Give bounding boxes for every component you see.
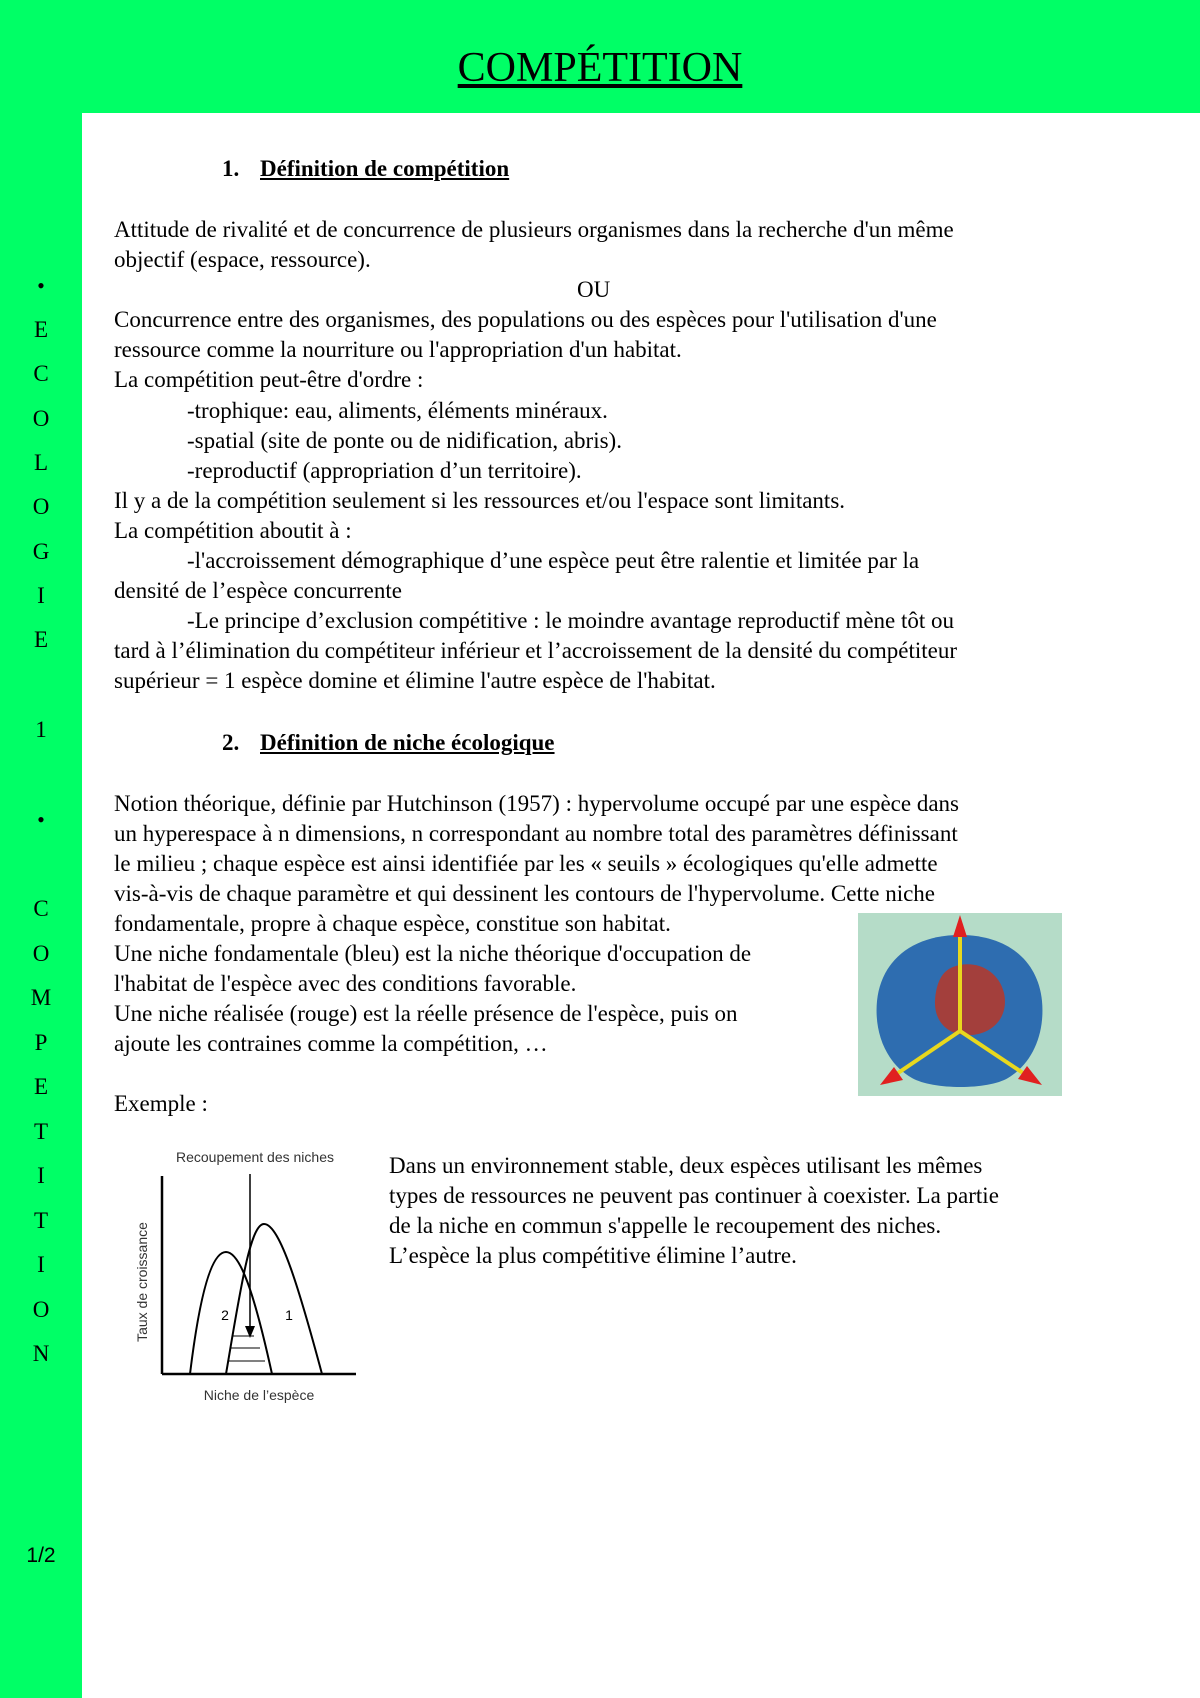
sidebar-letter: N [32,1341,50,1366]
sidebar-bullet: • [37,807,45,832]
paragraph-line: densité de l’espèce concurrente [114,578,402,603]
paragraph-line: supérieur = 1 espèce domine et élimine l'autre espèce de l'habitat. [114,668,716,693]
paragraph-line: Notion théorique, définie par Hutchinson (1957) : hypervolume occupé par une espèce dans [114,791,959,816]
list-item: -spatial (site de ponte ou de nidification, abris). [187,428,622,453]
sidebar-letter: E [33,1074,49,1099]
sidebar-letter: O [32,941,50,966]
sidebar-letter: I [37,1252,45,1277]
sidebar-letter: O [32,406,50,431]
paragraph-line: La compétition peut-être d'ordre : [114,367,424,392]
paragraph-line: le milieu ; chaque espèce est ainsi identifiée par les « seuils » écologiques qu'elle admette [114,851,938,876]
section-heading-1 [222,156,509,182]
paragraph-line: fondamentale, propre à chaque espèce, constitue son habitat. [114,911,671,936]
paragraph-line: Une niche réalisée (rouge) est la réelle présence de l'espèce, puis on [114,1001,738,1026]
x-axis-label: Niche de l’espèce [203,1387,315,1403]
section-number: 2. [222,730,240,755]
sidebar-bullet: • [37,273,45,298]
list-item: -reproductif (appropriation d’un territoire). [187,458,582,483]
diagram-title: Recoupement des niches [176,1149,334,1165]
sidebar-letter: T [33,1208,49,1233]
page-title: COMPÉTITION [457,45,743,91]
paragraph-line: Concurrence entre des organismes, des populations ou des espèces pour l'utilisation d'une [114,307,937,332]
sidebar-letter: E [33,317,49,342]
species-1-curve [226,1224,322,1374]
sidebar-letter: L [33,450,49,475]
paragraph-line: La compétition aboutit à : [114,518,352,543]
example-text-line: de la niche en commun s'appelle le recoupement des niches. [389,1213,942,1238]
list-item: -trophique: eau, aliments, éléments minéraux. [187,398,608,423]
species-1-label: 1 [285,1307,293,1323]
section-heading-text: Définition de compétition [260,156,510,181]
y-axis-label: Taux de croissance [134,1222,150,1342]
species-2-curve [190,1252,272,1374]
example-text-line: Dans un environnement stable, deux espèces utilisant les mêmes [389,1153,983,1178]
paragraph-line: l'habitat de l'espèce avec des conditions favorable. [114,971,577,996]
sidebar-letter: I [37,583,45,608]
sidebar-letter: E [33,627,49,652]
sidebar-band [0,0,82,1698]
paragraph-line: Il y a de la compétition seulement si les ressources et/ou l'espace sont limitants. [114,488,846,513]
sidebar-letter: T [33,1119,49,1144]
paragraph-line: ressource comme la nourriture ou l'appropriation d'un habitat. [114,337,682,362]
page-number: 1/2 [26,1544,56,1567]
paragraph-line: Une niche fondamentale (bleu) est la niche théorique d'occupation de [114,941,752,966]
paragraph-line: vis-à-vis de chaque paramètre et qui dessinent les contours de l'hypervolume. Cette niche [114,881,936,906]
sidebar-letter: M [30,985,52,1010]
paragraph-line: objectif (espace, ressource). [114,247,371,272]
example-label: Exemple : [114,1091,208,1116]
sidebar-number: 1 [35,717,47,742]
niche-hypervolume-figure [858,913,1062,1096]
section-heading-text: Définition de niche écologique [260,730,555,755]
sidebar-letter: P [34,1030,48,1055]
section-heading-2 [222,730,555,756]
example-text-line: L’espèce la plus compétitive élimine l’autre. [389,1243,797,1268]
sidebar-letter: O [32,494,50,519]
paragraph-line-or: OU [577,277,611,302]
section-number: 1. [222,156,240,181]
sidebar-letter: C [33,896,49,921]
sidebar-letter: G [32,539,50,564]
example-text-line: types de ressources ne peuvent pas continuer à coexister. La partie [389,1183,999,1208]
list-item: -Le principe d’exclusion compétitive : le moindre avantage reproductif mène tôt ou [187,608,955,633]
niche-overlap-diagram [122,1142,372,1412]
species-2-label: 2 [221,1307,229,1323]
paragraph-line: un hyperespace à n dimensions, n correspondant au nombre total des paramètres définissant [114,821,958,846]
sidebar-letter: O [32,1297,50,1322]
paragraph-line: ajoute les contraines comme la compétition, … [114,1031,548,1056]
sidebar-letter: I [37,1163,45,1188]
paragraph-line: tard à l’élimination du compétiteur inférieur et l’accroissement de la densité du compétiteur [114,638,958,663]
sidebar-letter: C [33,361,49,386]
paragraph-line: Attitude de rivalité et de concurrence de plusieurs organismes dans la recherche d'un même [114,217,954,242]
list-item: -l'accroissement démographique d’une espèce peut être ralentie et limitée par la [187,548,920,573]
